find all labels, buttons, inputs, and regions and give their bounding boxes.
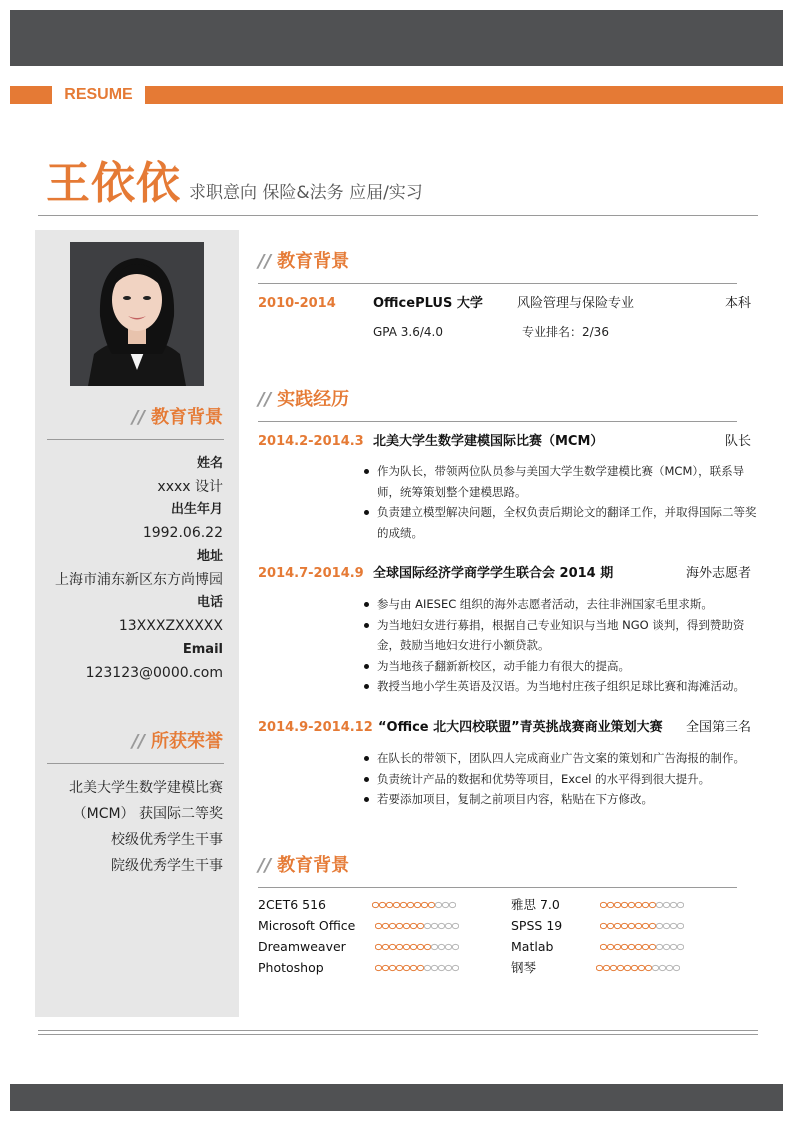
education-major: 风险管理与保险专业 [517, 296, 635, 311]
skill-meter-unit [445, 944, 451, 949]
skill-meter-unit [656, 944, 662, 949]
skill-meter-unit [431, 944, 437, 949]
skill-meter-unit [386, 902, 392, 907]
practice-role: 队长 [724, 434, 751, 449]
accent-stripe-left [10, 86, 52, 104]
skill-meter-unit [638, 965, 644, 970]
practice-role: 海外志愿者 [685, 566, 751, 581]
skill-meter-unit [610, 965, 616, 970]
practice-name: 北美大学生数学建模国际比赛（MCM） [373, 434, 604, 449]
skill-meter-unit [396, 965, 402, 970]
info-value-name: xxxx 设计 [157, 479, 223, 495]
skill-meter [375, 942, 459, 952]
skill-meter [372, 900, 456, 910]
skill-meter-unit [431, 965, 437, 970]
info-value-email: 123123@0000.com [85, 665, 223, 681]
skill-meter-unit [656, 923, 662, 928]
info-label-phone: 电话 [196, 595, 223, 610]
skill-meter-unit [621, 902, 627, 907]
skill-meter-unit [438, 923, 444, 928]
practice-date: 2014.7-2014.9 [258, 566, 364, 581]
skill-name: Photoshop [258, 960, 324, 975]
skill-meter-unit [410, 944, 416, 949]
info-label-email: Email [182, 642, 223, 657]
skill-meter-unit [372, 902, 378, 907]
skill-meter-unit [389, 944, 395, 949]
skill-meter-unit [635, 902, 641, 907]
skills-title: // 教育背景 [258, 855, 350, 876]
skill-meter-unit [600, 902, 606, 907]
resume-label: RESUME [64, 86, 133, 103]
skill-meter-unit [414, 902, 420, 907]
skill-name: Microsoft Office [258, 918, 356, 933]
list-item: 负责统计产品的数据和优势等项目，Excel 的水平得到很大提升。 [362, 769, 758, 790]
skill-meter-unit [659, 965, 665, 970]
skill-name: 雅思 7.0 [511, 897, 560, 912]
skill-meter-unit [407, 902, 413, 907]
sidebar-info-divider [47, 439, 224, 440]
award-item: 北美大学生数学建模比赛 [69, 780, 223, 796]
skill-meter-unit [452, 923, 458, 928]
skill-meter-unit [596, 965, 602, 970]
sidebar-awards-divider [47, 763, 224, 764]
practice-bullets [362, 461, 758, 543]
skill-meter-unit [449, 902, 455, 907]
skill-meter-unit [652, 965, 658, 970]
award-item: （MCM） 获国际二等奖 [72, 806, 223, 822]
award-item: 院级优秀学生干事 [111, 858, 223, 874]
skill-meter-unit [438, 944, 444, 949]
accent-stripe-right [145, 86, 783, 104]
skill-meter-unit [403, 944, 409, 949]
skill-meter-unit [424, 965, 430, 970]
skill-meter-unit [452, 944, 458, 949]
list-item: 参与由 AIESEC 组织的海外志愿者活动，去往非洲国家毛里求斯。 [362, 594, 758, 615]
skill-meter [375, 963, 459, 973]
skill-meter-unit [635, 923, 641, 928]
practice-divider [258, 421, 737, 422]
candidate-name: 王依依 [46, 158, 181, 209]
skill-meter-unit [417, 923, 423, 928]
skill-meter-unit [428, 902, 434, 907]
award-item: 校级优秀学生干事 [111, 832, 223, 848]
skill-meter-unit [614, 902, 620, 907]
skill-meter-unit [628, 902, 634, 907]
skill-name: 2CET6 516 [258, 897, 326, 912]
practice-role: 全国第三名 [685, 720, 751, 735]
skill-meter-unit [670, 902, 676, 907]
skill-meter-unit [628, 944, 634, 949]
practice-bullets [362, 748, 758, 810]
list-item: 负责建立模型解决问题，全权负责后期论文的翻译工作，并取得国际二等奖的成绩。 [362, 502, 758, 543]
skill-meter-unit [445, 965, 451, 970]
education-gpa: GPA 3.6/4.0 [373, 325, 444, 339]
skill-meter-unit [607, 944, 613, 949]
skill-meter-unit [396, 923, 402, 928]
skill-meter-unit [424, 944, 430, 949]
practice-bullets [362, 594, 758, 697]
info-label-name: 姓名 [196, 456, 223, 471]
skill-meter-unit [400, 902, 406, 907]
skill-meter-unit [649, 902, 655, 907]
skill-meter-unit [445, 923, 451, 928]
skill-meter [600, 942, 684, 952]
skill-meter-unit [410, 923, 416, 928]
footer-divider [38, 1034, 758, 1035]
skill-meter-unit [600, 923, 606, 928]
job-intent: 求职意向 保险&法务 应届/实习 [189, 183, 423, 203]
skill-meter-unit [424, 923, 430, 928]
skill-meter-unit [670, 923, 676, 928]
skill-meter-unit [607, 902, 613, 907]
skill-meter-unit [417, 965, 423, 970]
skill-meter-unit [617, 965, 623, 970]
skill-meter-unit [379, 902, 385, 907]
skill-meter-unit [642, 902, 648, 907]
list-item: 在队长的带领下，团队四人完成商业广告文案的策划和广告海报的制作。 [362, 748, 758, 769]
education-school: OfficePLUS 大学 [373, 296, 483, 311]
education-degree: 本科 [724, 296, 751, 311]
skill-meter-unit [631, 965, 637, 970]
skill-meter-unit [607, 923, 613, 928]
skill-meter-unit [649, 944, 655, 949]
skill-meter-unit [677, 902, 683, 907]
skill-meter-unit [375, 923, 381, 928]
practice-date: 2014.2-2014.3 [258, 434, 364, 449]
name-divider [38, 215, 758, 216]
list-item: 为当地妇女进行募捐，根据自己专业知识与当地 NGO 谈判，得到赞助资金，鼓励当地妇女进行小额贷款。 [362, 615, 758, 656]
skill-meter [600, 900, 684, 910]
practice-title: // 实践经历 [258, 389, 350, 410]
skill-meter-unit [393, 902, 399, 907]
skill-meter-unit [452, 965, 458, 970]
info-value-address: 上海市浦东新区东方尚博园 [55, 572, 223, 588]
list-item: 为当地孩子翻新新校区，动手能力有很大的提高。 [362, 656, 758, 677]
skill-meter-unit [403, 965, 409, 970]
skill-meter-unit [645, 965, 651, 970]
education-divider [258, 283, 737, 284]
skill-meter-unit [656, 902, 662, 907]
practice-name: 全球国际经济学商学学生联合会 2014 期 [373, 566, 614, 581]
skill-meter-unit [621, 923, 627, 928]
skill-name: 钢琴 [511, 960, 537, 975]
header-bar [10, 10, 783, 66]
skill-meter-unit [673, 965, 679, 970]
skill-meter [600, 921, 684, 931]
skill-meter-unit [417, 944, 423, 949]
skill-meter-unit [382, 965, 388, 970]
skill-meter-unit [642, 944, 648, 949]
sidebar-awards-title: // 所获荣誉 [131, 731, 223, 752]
skill-meter-unit [614, 944, 620, 949]
skill-meter-unit [663, 944, 669, 949]
list-item: 若要添加项目，复制之前项目内容，粘贴在下方修改。 [362, 789, 758, 810]
sidebar-info-title: // 教育背景 [131, 407, 223, 428]
skill-meter-unit [670, 944, 676, 949]
skill-name: SPSS 19 [511, 918, 563, 933]
info-value-phone: 13XXXZXXXXX [118, 618, 223, 634]
education-date: 2010-2014 [258, 296, 336, 311]
footer-divider [38, 1030, 758, 1031]
practice-date: 2014.9-2014.12 [258, 720, 373, 735]
skill-meter-unit [435, 902, 441, 907]
skills-divider [258, 887, 737, 888]
skill-meter-unit [603, 965, 609, 970]
skill-meter-unit [649, 923, 655, 928]
skill-meter-unit [666, 965, 672, 970]
skill-meter-unit [624, 965, 630, 970]
skill-meter-unit [410, 965, 416, 970]
skill-meter-unit [677, 923, 683, 928]
skill-meter-unit [382, 923, 388, 928]
info-label-birth: 出生年月 [170, 502, 223, 517]
info-value-birth: 1992.06.22 [142, 525, 223, 541]
skill-meter-unit [663, 902, 669, 907]
profile-photo [70, 242, 204, 386]
skill-meter-unit [600, 944, 606, 949]
skill-meter-unit [375, 944, 381, 949]
skill-meter-unit [663, 923, 669, 928]
footer-bar [10, 1084, 783, 1111]
skill-meter-unit [389, 965, 395, 970]
education-title: // 教育背景 [258, 251, 350, 272]
skill-meter-unit [438, 965, 444, 970]
skill-meter-unit [635, 944, 641, 949]
skill-meter-unit [628, 923, 634, 928]
skill-meter-unit [389, 923, 395, 928]
skill-meter-unit [614, 923, 620, 928]
skill-meter-unit [403, 923, 409, 928]
skill-meter-unit [431, 923, 437, 928]
list-item: 教授当地小学生英语及汉语。为当地村庄孩子组织足球比赛和海滩活动。 [362, 676, 758, 697]
practice-name: “Office 北大四校联盟”青英挑战赛商业策划大赛 [378, 720, 663, 735]
skill-meter-unit [642, 923, 648, 928]
skill-meter [375, 921, 459, 931]
skill-meter-unit [421, 902, 427, 907]
info-label-address: 地址 [196, 549, 223, 564]
skill-meter-unit [621, 944, 627, 949]
skill-meter-unit [375, 965, 381, 970]
list-item: 作为队长，带领两位队员参与美国大学生数学建模比赛（MCM），联系导师，统筹策划整个建模思路。 [362, 461, 758, 502]
skill-meter-unit [396, 944, 402, 949]
skill-name: Dreamweaver [258, 939, 346, 954]
skill-meter [596, 963, 680, 973]
skill-meter-unit [382, 944, 388, 949]
education-rank: 专业排名：2/36 [522, 325, 609, 339]
skill-meter-unit [677, 944, 683, 949]
skill-meter-unit [442, 902, 448, 907]
skill-name: Matlab [511, 939, 554, 954]
